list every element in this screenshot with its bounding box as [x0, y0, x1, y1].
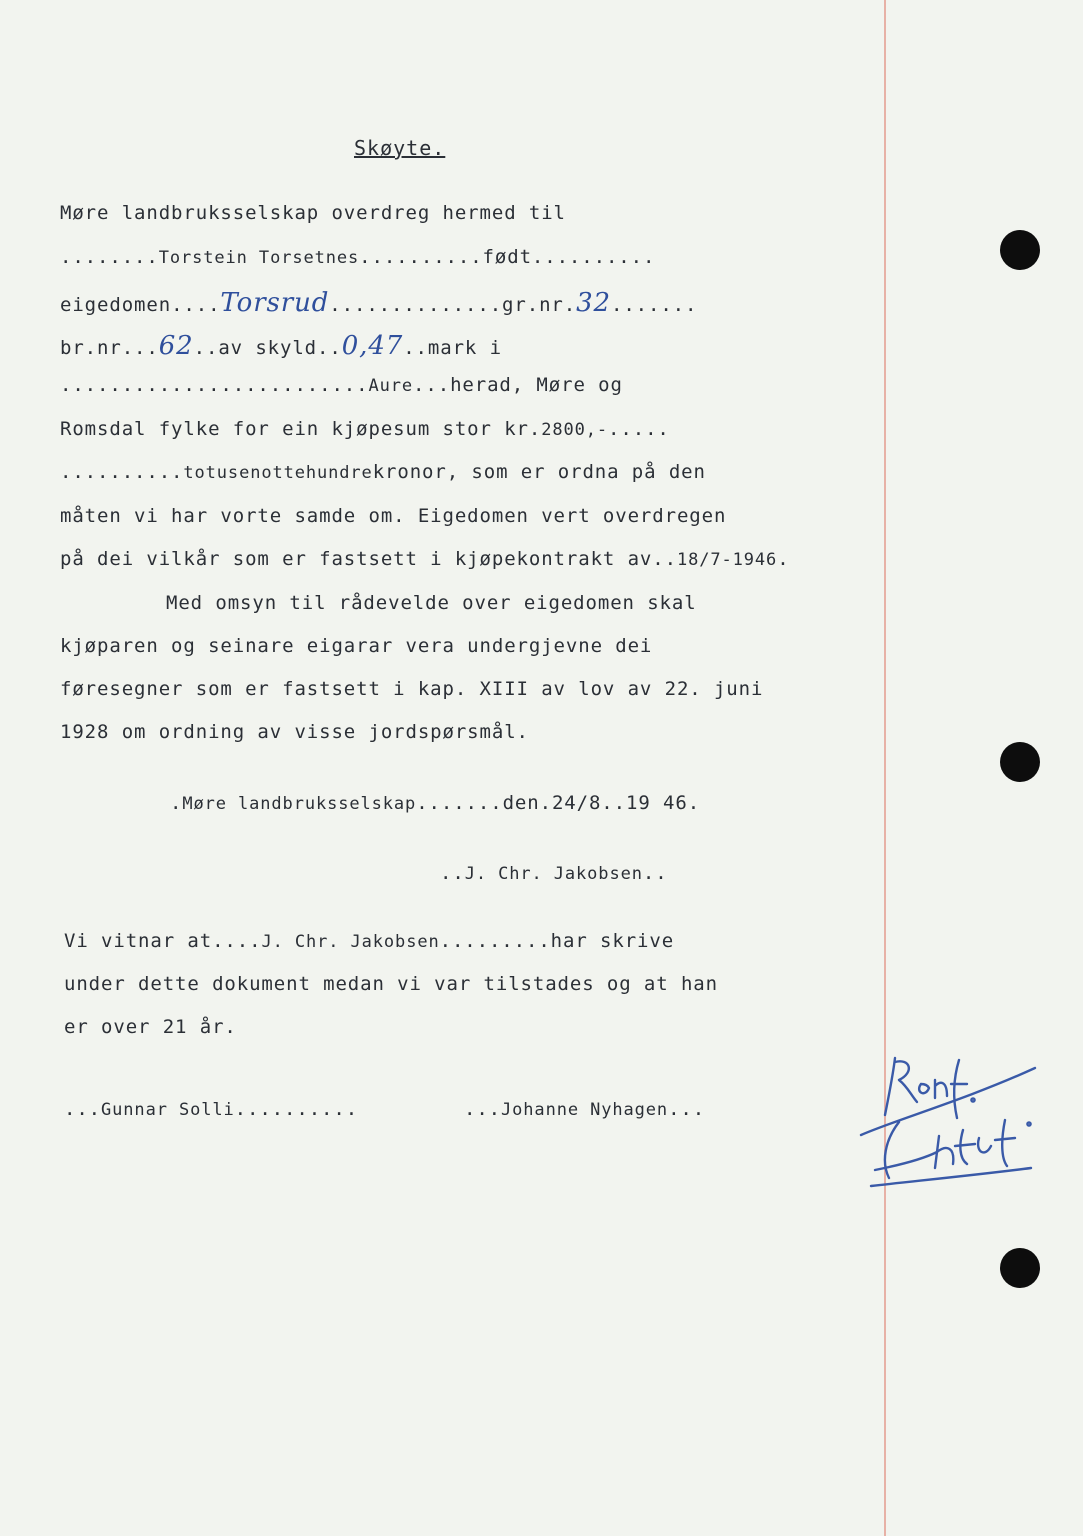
witness-2-name: Johanne Nyhagen — [501, 1100, 669, 1120]
skyld-value: 0,47 — [341, 331, 404, 361]
witness-1-line: ...Gunnar Solli.......... — [64, 1098, 359, 1120]
den-label: den — [502, 792, 540, 814]
signer-name: J. Chr. Jakobsen — [464, 864, 643, 884]
amount-prefix: Romsdal fylke for ein kjøpesum stor kr. — [60, 418, 542, 440]
amount-suffix: kronor, som er ordna på den — [372, 461, 706, 483]
text-line-8: måten vi har vorte samde om. Eigedomen vert overdregen — [60, 505, 727, 527]
punch-hole — [1000, 742, 1040, 782]
text-line-amount-words: ..........totusenottehundrekronor, som er ordna på den — [60, 461, 706, 483]
herad-suffix: herad, Møre og — [450, 374, 623, 396]
contract-date: 18/7-1946 — [676, 550, 778, 570]
bnr-value: 62 — [158, 331, 194, 361]
witness-suffix: har skrive — [550, 930, 675, 952]
witness-1-name: Gunnar Solli — [101, 1100, 235, 1120]
year-suffix: 46 — [663, 792, 688, 814]
para2-line-1: Med omsyn til rådevelde over eigedomen skal — [166, 592, 697, 614]
gnr-label: gr.nr. — [502, 294, 577, 316]
text-line-1: Møre landbruksselskap overdreg hermed til — [60, 202, 566, 224]
contract-prefix: på dei vilkår som er fastsett i kjøpekontrakt av — [60, 548, 653, 570]
witness-prefix: Vi vitnar at — [64, 930, 213, 952]
text-line-contract: på dei vilkår som er fastsett i kjøpekontrakt av..18/7-1946. — [60, 548, 790, 570]
witness-line-3: er over 21 år. — [64, 1016, 237, 1038]
text-line-bnr: br.nr...62..av skyld..0,47..mark i — [60, 331, 502, 361]
skyld-label: av skyld — [218, 337, 318, 359]
witness-line-2: under dette dokument medan vi var tilstades og at han — [64, 973, 718, 995]
document-title: Skøyte. — [354, 136, 446, 160]
witness-2-line: ...Johanne Nyhagen... — [464, 1098, 706, 1120]
handwritten-stamp-signature — [855, 1040, 1045, 1210]
text-line-amount: Romsdal fylke for ein kjøpesum stor kr.2800,-..... — [60, 418, 670, 440]
text-line-buyer: ........Torstein Torsetnes..........født.......... — [60, 246, 656, 268]
para2-line-2: kjøparen og seinare eigarar vera undergjevne dei — [60, 635, 653, 657]
amount-value: 2800,- — [541, 420, 609, 440]
property-label: eigedomen — [60, 294, 172, 316]
mark-label: mark i — [427, 337, 502, 359]
place: Møre landbruksselskap — [182, 794, 417, 814]
witness-signer: J. Chr. Jakobsen — [261, 932, 440, 952]
para2-line-4: 1928 om ordning av visse jordspørsmål. — [60, 721, 529, 743]
bnr-label: br.nr. — [60, 337, 135, 359]
text-line-herad: .........................Aure...herad, Møre og — [60, 374, 623, 396]
property-name: Torsrud — [220, 288, 330, 318]
amount-words: totusenottehundre — [183, 463, 373, 483]
sign-date: 24/8 — [551, 792, 602, 814]
text-line-property: eigedomen....Torsrud..............gr.nr.32....... — [60, 288, 698, 318]
herad-name: Aure — [368, 376, 414, 396]
para2-line-3: føresegner som er fastsett i kap. XIII av lov av 22. juni — [60, 678, 764, 700]
punch-hole — [1000, 1248, 1040, 1288]
year-prefix: 19 — [625, 792, 651, 814]
red-margin-line — [884, 0, 886, 1536]
place-date-line: .Møre landbruksselskap.......den.24/8..19 46. — [170, 792, 701, 814]
born-label: født — [482, 246, 532, 268]
witness-line-1: Vi vitnar at....J. Chr. Jakobsen.........har skrive — [64, 930, 675, 952]
buyer-name: Torstein Torsetnes — [158, 248, 360, 268]
gnr-value: 32 — [576, 288, 611, 318]
signer-line: ..J. Chr. Jakobsen.. — [440, 862, 668, 884]
punch-hole — [1000, 230, 1040, 270]
